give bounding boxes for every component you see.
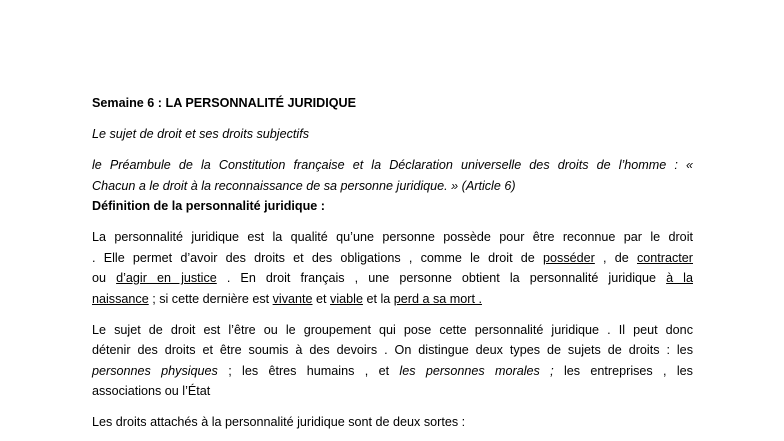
underlined-term-posseder: posséder [543,250,595,265]
paragraph-sujet-de-droit [92,320,693,402]
text-run: ; si cette dernière est [148,291,273,306]
section-heading-definition: Définition de la personnalité juridique : [92,199,326,213]
paragraph-line: La personnalité juridique est la qualité qu’une personne possède pour être reconnue par le droit [92,230,693,244]
document-subtitle: Le sujet de droit et ses droits subjectifs [92,127,310,141]
underlined-term-agir-en-justice: d’agir en justice [116,271,217,285]
italic-term-personnes-physiques: personnes physiques [92,363,218,378]
document-body [92,93,693,433]
paragraph-line: associations ou l’État [92,384,211,398]
paragraph-line [92,248,693,269]
text-run: . En droit français , une personne obtient la personnalité juridique [216,271,667,285]
preamble-quote [92,155,693,196]
text-run: les entreprises , les [553,363,693,378]
paragraph-definition [92,227,693,309]
text-run: et la [362,291,394,306]
paragraph-line [92,268,693,289]
underlined-term-a-la: à la [666,271,693,285]
text-run: ou [92,271,117,285]
text-run: . Elle permet d’avoir des droits et des obligations , comme le droit de [92,250,544,265]
paragraph-line [92,361,693,382]
underlined-term-vivante: vivante [272,291,313,306]
paragraph-line [92,289,693,310]
text-run: ; les êtres humains , et [217,363,400,378]
paragraph-line: détenir des droits et être soumis à des devoirs . On distingue deux types de sujets de droits : les [92,343,693,357]
quote-line: Chacun a le droit à la reconnaissance de sa personne juridique. » (Article 6) [92,178,516,193]
quote-line: le Préambule de la Constitution française et la Déclaration universelle des droits de l’homme : « [92,158,693,172]
underlined-term-perd-a-sa-mort: perd a sa mort . [393,291,482,306]
paragraph-partial-cutoff: Les droits attachés à la personnalité juridique sont de deux sortes : [92,415,466,429]
underlined-term-contracter: contracter [637,250,693,265]
document-title: Semaine 6 : LA PERSONNALITÉ JURIDIQUE [92,96,357,110]
paragraph-line: Le sujet de droit est l’être ou le groupement qui pose cette personnalité juridique . Il peut donc [92,322,693,337]
text-run: , de [594,250,637,265]
text-run: et [312,291,331,306]
underlined-term-naissance: naissance [92,291,149,306]
italic-term-personnes-morales: les personnes morales ; [399,363,554,378]
underlined-term-viable: viable [330,291,363,306]
